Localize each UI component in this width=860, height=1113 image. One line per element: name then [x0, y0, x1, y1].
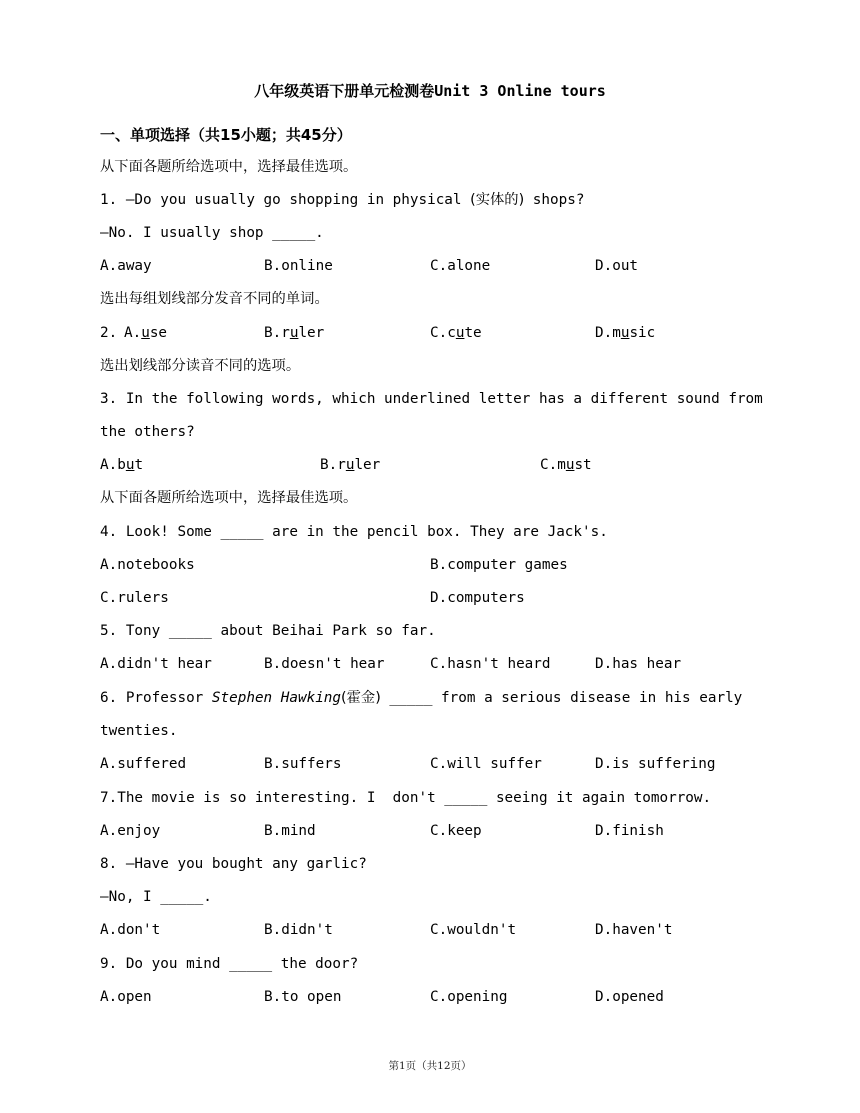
question-6 [100, 688, 742, 708]
q6-option-d[interactable]: D.is suffering [595, 756, 716, 772]
question-1 [100, 190, 584, 210]
q2-option-d[interactable] [595, 323, 655, 343]
q2-a-prefix: A. [124, 325, 142, 341]
q5-option-a[interactable]: A.didn't hear [100, 656, 212, 672]
q4-option-a[interactable]: A.notebooks [100, 557, 195, 573]
instruction-choose-2: 从下面各题所给选项中，选择最佳选项。 [100, 490, 358, 506]
q3-a-suffix: t [134, 457, 144, 473]
q3-option-c[interactable] [540, 455, 592, 475]
q5-option-b[interactable]: B.doesn't hear [264, 656, 385, 672]
question-6-text-end: _____ from a serious disease in his early [380, 690, 743, 706]
q2-d-prefix: D.m [595, 325, 621, 341]
q4-option-c[interactable]: C.rulers [100, 590, 169, 606]
question-1-answer-line: —No. I usually shop _____. [100, 225, 324, 241]
q6-option-c[interactable]: C.will suffer [430, 756, 542, 772]
question-1-gloss: (实体的) [470, 192, 525, 208]
q1-option-a[interactable]: A.away [100, 258, 152, 274]
q7-option-c[interactable]: C.keep [430, 823, 482, 839]
q9-option-a[interactable]: A.open [100, 989, 152, 1005]
q2-c-prefix: C.c [430, 325, 456, 341]
q3-a-prefix: A.b [100, 457, 126, 473]
page-title: 八年级英语下册单元检测卷Unit 3 Online tours [254, 82, 606, 100]
question-3: 3. In the following words, which underlined letter has a different sound from [100, 391, 763, 407]
page-footer: 第1页（共12页） [388, 1060, 472, 1072]
question-1-text: 1. —Do you usually go shopping in physical [100, 192, 471, 208]
q2-c-suffix: te [464, 325, 482, 341]
q8-option-d[interactable]: D.haven't [595, 922, 673, 938]
q2-option-b[interactable] [264, 323, 324, 343]
question-3-cont: the others? [100, 424, 195, 440]
q2-b-suffix: ler [298, 325, 325, 341]
question-8: 8. —Have you bought any garlic? [100, 856, 367, 872]
q3-b-suffix: ler [354, 457, 381, 473]
question-8-answer-line: —No, I _____. [100, 889, 212, 905]
question-6-cont: twenties. [100, 723, 178, 739]
q3-c-suffix: st [574, 457, 592, 473]
question-2-number: 2. [100, 325, 126, 341]
q3-c-underlined: u [565, 457, 575, 473]
q3-a-underlined: u [125, 457, 135, 473]
question-6-gloss: (霍金) [341, 690, 381, 706]
q4-option-d[interactable]: D.computers [430, 590, 525, 606]
question-5: 5. Tony _____ about Beihai Park so far. [100, 623, 436, 639]
q2-a-suffix: se [149, 325, 168, 341]
question-6-name: Stephen Hawking [211, 690, 342, 706]
q1-option-c[interactable]: C.alone [430, 258, 491, 274]
q2-a-underlined: u [141, 325, 150, 341]
q2-option-c[interactable] [430, 323, 482, 343]
q9-option-c[interactable]: C.opening [430, 989, 508, 1005]
q2-option-a[interactable] [124, 323, 167, 343]
q6-option-b[interactable]: B.suffers [264, 756, 342, 772]
q9-option-d[interactable]: D.opened [595, 989, 664, 1005]
q7-option-b[interactable]: B.mind [264, 823, 316, 839]
question-9: 9. Do you mind _____ the door? [100, 956, 359, 972]
q4-option-b[interactable]: B.computer games [430, 557, 568, 573]
section-heading: 一、单项选择（共15小题；共45分） [100, 126, 352, 144]
q8-option-a[interactable]: A.don't [100, 922, 161, 938]
q5-option-d[interactable]: D.has hear [595, 656, 682, 672]
q7-option-d[interactable]: D.finish [595, 823, 664, 839]
q5-option-c[interactable]: C.hasn't heard [430, 656, 551, 672]
question-7: 7.The movie is so interesting. I don't _____ seeing it again tomorrow. [100, 790, 712, 806]
q2-c-underlined: u [455, 325, 465, 341]
q8-option-b[interactable]: B.didn't [264, 922, 333, 938]
q2-d-underlined: u [620, 325, 630, 341]
instruction-pronunciation: 选出每组划线部分发音不同的单词。 [100, 291, 329, 307]
q3-option-b[interactable] [320, 455, 380, 475]
q7-option-a[interactable]: A.enjoy [100, 823, 161, 839]
q3-b-underlined: u [345, 457, 355, 473]
q3-option-a[interactable] [100, 455, 143, 475]
q3-c-prefix: C.m [540, 457, 566, 473]
q2-b-underlined: u [289, 325, 299, 341]
q3-b-prefix: B.r [320, 457, 346, 473]
q9-option-b[interactable]: B.to open [264, 989, 342, 1005]
question-1-text-end: shops? [524, 192, 585, 208]
q2-d-suffix: sic [629, 325, 656, 341]
q8-option-c[interactable]: C.wouldn't [430, 922, 517, 938]
q1-option-d[interactable]: D.out [595, 258, 639, 274]
question-4: 4. Look! Some _____ are in the pencil box. They are Jack's. [100, 524, 608, 540]
q6-option-a[interactable]: A.suffered [100, 756, 187, 772]
instruction-underline: 选出划线部分读音不同的选项。 [100, 358, 301, 374]
question-6-text: 6. Professor [100, 690, 212, 706]
q2-b-prefix: B.r [264, 325, 290, 341]
instruction-choose: 从下面各题所给选项中，选择最佳选项。 [100, 159, 358, 175]
q1-option-b[interactable]: B.online [264, 258, 333, 274]
